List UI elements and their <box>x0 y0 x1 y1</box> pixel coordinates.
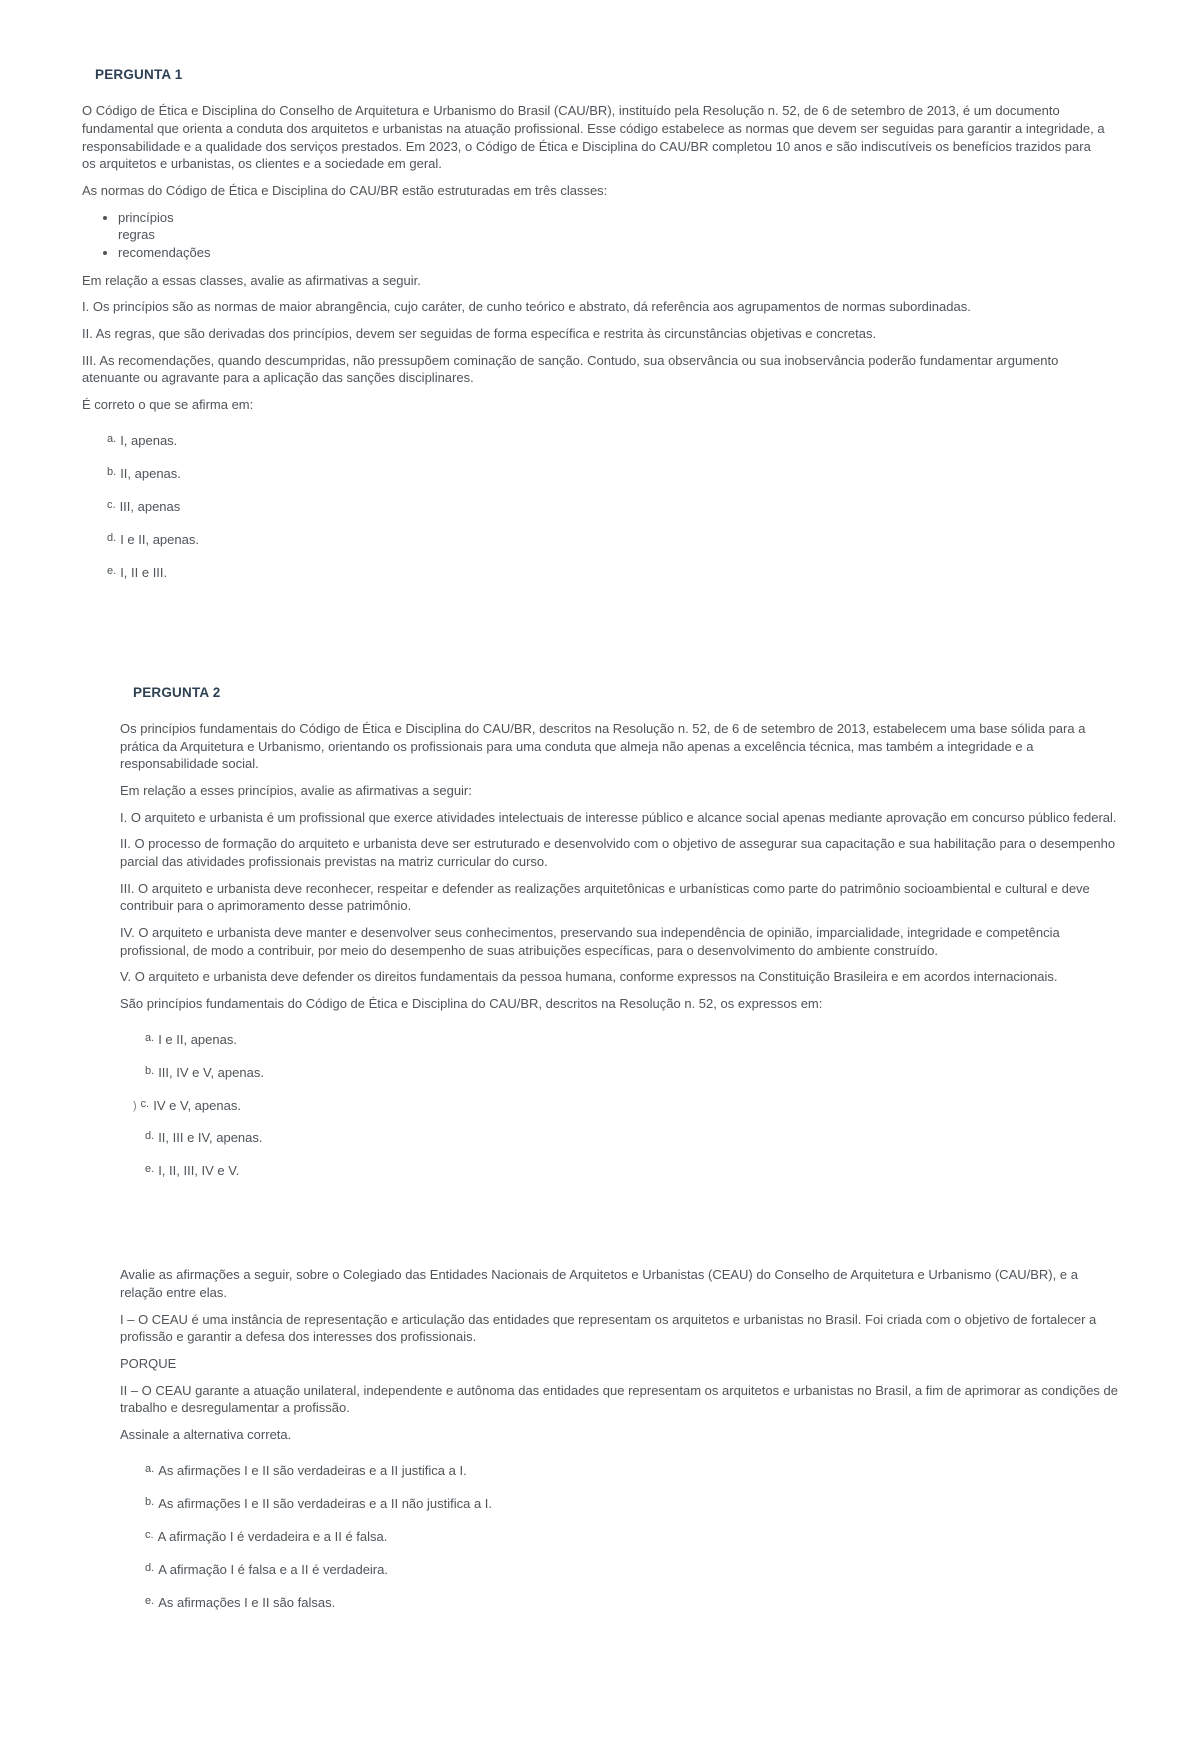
statement-3: III. As recomendações, quando descumpridas, não pressupõem cominação de sanção. Contudo, sua observância ou sua inobservância poderão fundamentar argumento atenuante ou agravante para a aplicação das sanções disciplinares. <box>82 352 1059 386</box>
option-text: III, IV e V, apenas. <box>158 1064 264 1080</box>
option-letter: b. <box>107 465 117 478</box>
option-letter: d. <box>145 1130 155 1143</box>
question-2-evaluate: Em relação a esses princípios, avalie as afirmativas a seguir: <box>120 782 472 798</box>
bullet-item <box>118 209 1107 244</box>
statement-4: IV. O arquiteto e urbanista deve manter e desenvolver seus conhecimentos, preservando sua independência de opinião, imparcialidade, integridade e competência profissional, de modo a contribuir, por meio do desempenho de suas atribuições específicas, para o desenvolvimento do ambiente construído. <box>120 924 1060 958</box>
option-text: As afirmações I e II são verdadeiras e a II não justifica a I. <box>158 1495 493 1511</box>
statement-2: II. O processo de formação do arquiteto e urbanista deve ser estruturado e desenvolvido com o objetivo de assegurar sua capacitação e sua habilitação para o desempenho parcial das atividades profissionais previstas na matriz curricular do curso. <box>120 836 1116 869</box>
option-letter: c. <box>145 1528 154 1541</box>
answer-option-c[interactable] <box>133 1097 1119 1115</box>
question-2-section <box>120 684 1119 1181</box>
answer-option-b[interactable] <box>145 1064 1119 1082</box>
connector-porque: PORQUE <box>120 1356 177 1372</box>
answer-option-e[interactable] <box>145 1594 1119 1612</box>
option-letter: c. <box>140 1097 150 1110</box>
option-letter: e. <box>145 1594 155 1607</box>
answer-option-d[interactable] <box>145 1561 1119 1579</box>
stray-radio-mark: ) <box>133 1099 137 1112</box>
question-1-prompt: É correto o que se afirma em: <box>82 397 254 413</box>
option-letter: d. <box>107 531 117 544</box>
option-letter: e. <box>107 564 117 577</box>
question-1-header: PERGUNTA 1 <box>95 67 183 82</box>
answer-option-b[interactable] <box>145 1495 1119 1513</box>
option-letter: b. <box>145 1495 155 1508</box>
question-2-prompt: São princípios fundamentais do Código de Ética e Disciplina do CAU/BR, descritos na Resolução n. 52, os expressos em: <box>120 995 823 1011</box>
option-letter: c. <box>107 498 116 511</box>
option-text: A afirmação I é verdadeira e a II é falsa. <box>157 1528 388 1544</box>
option-text: III, apenas <box>119 498 181 514</box>
statement-1: I. O arquiteto e urbanista é um profissional que exerce atividades intelectuais de interesse público e alcance social apenas mediante aprovação em concurso público federal. <box>120 809 1117 825</box>
question-3-intro: Avalie as afirmações a seguir, sobre o Colegiado das Entidades Nacionais de Arquitetos e Urbanistas (CEAU) do Conselho de Arquitetura e Urbanismo (CAU/BR), e a relação entre elas. <box>120 1267 1078 1301</box>
question-1-evaluate: Em relação a essas classes, avalie as afirmativas a seguir. <box>82 272 421 288</box>
option-letter: a. <box>107 432 117 445</box>
statement-2: II. As regras, que são derivadas dos princípios, devem ser seguidas de forma específica e restrita às circunstâncias objetivas e concretas. <box>82 326 877 342</box>
option-letter: a. <box>145 1462 155 1475</box>
answer-option-a[interactable] <box>145 1031 1119 1049</box>
answer-option-e[interactable] <box>145 1162 1119 1180</box>
option-text: I, II, III, IV e V. <box>158 1163 240 1179</box>
option-letter: b. <box>145 1064 155 1077</box>
answer-option-d[interactable] <box>107 531 1107 549</box>
option-text: IV e V, apenas. <box>153 1097 241 1113</box>
answer-option-a[interactable] <box>107 432 1107 450</box>
option-text: II, apenas. <box>120 465 181 481</box>
statement-2: II – O CEAU garante a atuação unilateral, independente e autônoma das entidades que representam os arquitetos e urbanistas no Brasil, a fim de aprimorar as condições de trabalho e desregulamentar a profissão. <box>120 1382 1118 1416</box>
question-3-section <box>120 1266 1119 1611</box>
answer-option-c[interactable] <box>107 498 1107 516</box>
question-2-intro: Os princípios fundamentais do Código de Ética e Disciplina do CAU/BR, descritos na Resolução n. 52, de 6 de setembro de 2013, estabelecem uma base sólida para a prática da Arquitetura e Urbanismo, orientando os profissionais para uma conduta que almeja não apenas a excelência técnica, mas também a integridade e a responsabilidade social. <box>120 720 1086 772</box>
statement-1: I. Os princípios são as normas de maior abrangência, cujo caráter, de cunho teórico e abstrato, dá referência aos agrupamentos de normas subordinadas. <box>82 299 971 315</box>
classes-bullet-list <box>82 209 1107 262</box>
statement-1: I – O CEAU é uma instância de representação e articulação das entidades que representam os arquitetos e urbanistas no Brasil. Foi criada com o objetivo de fortalecer a profissão e garantir a defesa dos interesses dos profissionais. <box>120 1311 1097 1345</box>
option-letter: e. <box>145 1163 155 1176</box>
question-2-header: PERGUNTA 2 <box>133 684 221 700</box>
statement-5: V. O arquiteto e urbanista deve defender os direitos fundamentais da pessoa humana, conforme expressos na Constituição Brasileira e em acordos internacionais. <box>120 969 1058 985</box>
option-text: I e II, apenas. <box>158 1031 237 1047</box>
question-1-classes-intro: As normas do Código de Ética e Disciplina do CAU/BR estão estruturadas em três classes: <box>82 183 608 199</box>
statement-3: III. O arquiteto e urbanista deve reconhecer, respeitar e defender as realizações arquitetônicas e urbanísticas como parte do patrimônio socioambiental e cultural e deve contribuir para o aprimoramento desse patrimônio. <box>120 880 1090 914</box>
answer-option-a[interactable] <box>145 1462 1119 1480</box>
option-text: I, apenas. <box>120 432 178 448</box>
option-text: As afirmações I e II são verdadeiras e a II justifica a I. <box>158 1462 467 1478</box>
question-3-options <box>120 1462 1119 1612</box>
answer-option-e[interactable] <box>107 564 1107 582</box>
answer-option-b[interactable] <box>107 465 1107 483</box>
bullet-line: regras <box>118 227 155 243</box>
option-text: As afirmações I e II são falsas. <box>158 1594 336 1610</box>
option-text: II, III e IV, apenas. <box>158 1130 263 1146</box>
bullet-line: recomendações <box>118 245 211 261</box>
question-1-section <box>82 66 1107 582</box>
bullet-line: princípios <box>118 209 174 225</box>
option-text: I e II, apenas. <box>120 531 199 547</box>
question-3-prompt: Assinale a alternativa correta. <box>120 1427 292 1443</box>
option-text: A afirmação I é falsa e a II é verdadeira. <box>158 1561 388 1577</box>
question-1-intro: O Código de Ética e Disciplina do Conselho de Arquitetura e Urbanismo do Brasil (CAU/BR), instituído pela Resolução n. 52, de 6 de setembro de 2013, é um documento fundamental que orienta a conduta dos arquitetos e urbanistas na atuação profissional. Esse código estabelece as normas que devem ser seguidas para garantir a integridade, a responsabilidade e a qualidade dos serviços prestados. Em 2023, o Código de Ética e Disciplina do CAU/BR completou 10 anos e são indiscutíveis os benefícios trazidos para os arquitetos e urbanistas, os clientes e a sociedade em geral. <box>82 103 1105 172</box>
answer-option-d[interactable] <box>145 1129 1119 1147</box>
question-1-options <box>82 432 1107 582</box>
bullet-item <box>118 244 1107 262</box>
option-letter: a. <box>145 1031 155 1044</box>
option-letter: d. <box>145 1561 155 1574</box>
answer-option-c[interactable] <box>145 1528 1119 1546</box>
question-2-options <box>120 1031 1119 1181</box>
option-text: I, II e III. <box>120 564 168 580</box>
